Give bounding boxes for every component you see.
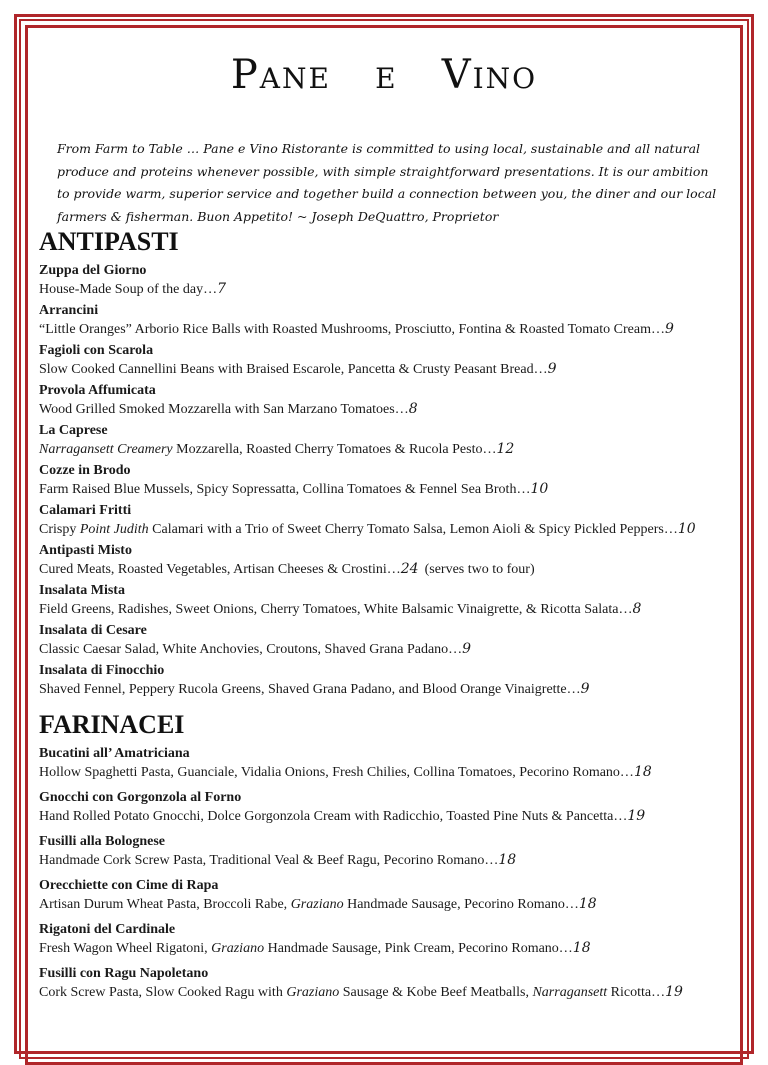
description-text: Mozzarella, Roasted Cherry Tomatoes & Rucola Pesto… bbox=[172, 442, 497, 457]
item-price: 9 bbox=[547, 361, 557, 377]
description-emphasis: Graziano bbox=[286, 985, 340, 1000]
item-description bbox=[39, 320, 744, 339]
menu-item bbox=[39, 302, 744, 339]
description-emphasis: Graziano bbox=[290, 897, 344, 912]
restaurant-title: Pane e Vino bbox=[230, 52, 538, 98]
section-title-farinacei: FARINACEI bbox=[39, 710, 185, 739]
item-price: 10 bbox=[677, 521, 696, 537]
item-name: Orecchiette con Cime di Rapa bbox=[39, 878, 219, 893]
item-description bbox=[39, 560, 744, 579]
description-emphasis: Narragansett bbox=[532, 985, 608, 1000]
item-price: 19 bbox=[665, 984, 683, 1000]
description-text: Handmade Sausage, Pink Cream, Pecorino Romano… bbox=[264, 941, 573, 956]
item-price: 12 bbox=[496, 441, 515, 457]
item-price: 9 bbox=[580, 681, 590, 697]
item-description bbox=[39, 600, 744, 619]
item-description bbox=[39, 640, 744, 659]
description-text: Cured Meats, Roasted Vegetables, Artisan Cheeses & Crostini… bbox=[39, 562, 401, 577]
item-description bbox=[39, 680, 744, 699]
item-name: Zuppa del Giorno bbox=[39, 263, 147, 278]
description-text: Wood Grilled Smoked Mozzarella with San Marzano Tomatoes… bbox=[39, 402, 409, 417]
description-text: “Little Oranges” Arborio Rice Balls with Roasted Mushrooms, Prosciutto, Fontina & Roasted Tomato Cream… bbox=[39, 322, 665, 337]
menu-item bbox=[39, 342, 744, 379]
item-name: Insalata di Cesare bbox=[39, 623, 147, 638]
item-description bbox=[39, 763, 744, 782]
item-price: 18 bbox=[633, 764, 652, 780]
menu-item bbox=[39, 965, 744, 1002]
item-description bbox=[39, 400, 744, 419]
item-note: (serves two to four) bbox=[424, 562, 535, 577]
menu-item bbox=[39, 833, 744, 870]
menu-item bbox=[39, 542, 744, 579]
description-text: Cork Screw Pasta, Slow Cooked Ragu with bbox=[39, 985, 287, 1000]
item-price: 9 bbox=[664, 321, 674, 337]
description-emphasis: Point Judith bbox=[79, 522, 149, 537]
description-text: Classic Caesar Salad, White Anchovies, Croutons, Shaved Grana Padano… bbox=[39, 642, 463, 657]
description-emphasis: Narragansett Creamery bbox=[39, 442, 173, 457]
description-text: Crispy bbox=[39, 522, 80, 537]
menu-item bbox=[39, 262, 744, 299]
item-name: Bucatini all’ Amatriciana bbox=[39, 746, 190, 761]
item-price: 8 bbox=[408, 401, 418, 417]
menu-item bbox=[39, 877, 744, 914]
description-text: House-Made Soup of the day… bbox=[39, 282, 218, 297]
item-price: 18 bbox=[572, 940, 591, 956]
item-price: 10 bbox=[530, 481, 549, 497]
item-name: Rigatoni del Cardinale bbox=[39, 922, 176, 937]
item-name: Antipasti Misto bbox=[39, 543, 132, 558]
menu-item bbox=[39, 622, 744, 659]
menu-content bbox=[39, 224, 744, 1009]
item-description bbox=[39, 280, 744, 299]
item-name: Calamari Fritti bbox=[39, 503, 132, 518]
item-name: La Caprese bbox=[39, 423, 108, 438]
item-name: Fusilli con Ragu Napoletano bbox=[39, 966, 209, 981]
item-name: Gnocchi con Gorgonzola al Forno bbox=[39, 790, 242, 805]
item-price: 18 bbox=[498, 852, 517, 868]
item-description bbox=[39, 851, 744, 870]
item-description bbox=[39, 807, 744, 826]
menu-item bbox=[39, 662, 744, 699]
menu-item bbox=[39, 382, 744, 419]
description-text: Ricotta… bbox=[607, 985, 666, 1000]
description-text: Handmade Sausage, Pecorino Romano… bbox=[343, 897, 579, 912]
item-price: 9 bbox=[462, 641, 472, 657]
item-price: 8 bbox=[632, 601, 642, 617]
description-text: Farm Raised Blue Mussels, Spicy Sopressatta, Collina Tomatoes & Fennel Sea Broth… bbox=[39, 482, 531, 497]
item-description bbox=[39, 360, 744, 379]
description-text: Artisan Durum Wheat Pasta, Broccoli Rabe, bbox=[39, 897, 291, 912]
farinacei-list bbox=[39, 745, 744, 1002]
menu-item bbox=[39, 921, 744, 958]
description-emphasis: Graziano bbox=[211, 941, 265, 956]
item-description bbox=[39, 983, 744, 1002]
menu-item bbox=[39, 789, 744, 826]
item-price: 18 bbox=[578, 896, 597, 912]
menu-item bbox=[39, 582, 744, 619]
description-text: Calamari with a Trio of Sweet Cherry Tomato Salsa, Lemon Aioli & Spicy Pickled Peppers… bbox=[148, 522, 678, 537]
item-name: Fusilli alla Bolognese bbox=[39, 834, 166, 849]
menu-item bbox=[39, 745, 744, 782]
item-name: Insalata Mista bbox=[39, 583, 125, 598]
item-description bbox=[39, 480, 744, 499]
item-name: Provola Affumicata bbox=[39, 383, 156, 398]
item-price: 24 bbox=[400, 561, 419, 577]
description-text: Hand Rolled Potato Gnocchi, Dolce Gorgonzola Cream with Radicchio, Toasted Pine Nuts & Pancetta… bbox=[39, 809, 628, 824]
description-text: Field Greens, Radishes, Sweet Onions, Cherry Tomatoes, White Balsamic Vinaigrette, & Ricotta Salata… bbox=[39, 602, 633, 617]
description-text: Shaved Fennel, Peppery Rucola Greens, Shaved Grana Padano, and Blood Orange Vinaigrette… bbox=[39, 682, 581, 697]
item-name: Arrancini bbox=[39, 303, 99, 318]
menu-item bbox=[39, 422, 744, 459]
item-description bbox=[39, 440, 744, 459]
item-name: Cozze in Brodo bbox=[39, 463, 131, 478]
antipasti-list bbox=[39, 262, 744, 699]
description-text: Sausage & Kobe Beef Meatballs, bbox=[339, 985, 533, 1000]
item-price: 7 bbox=[217, 281, 226, 297]
section-title-antipasti: ANTIPASTI bbox=[39, 227, 179, 256]
menu-item bbox=[39, 502, 744, 539]
item-name: Insalata di Finocchio bbox=[39, 663, 165, 678]
item-price: 19 bbox=[627, 808, 646, 824]
description-text: Slow Cooked Cannellini Beans with Braised Escarole, Pancetta & Crusty Peasant Bread… bbox=[39, 362, 548, 377]
description-text: Handmade Cork Screw Pasta, Traditional Veal & Beef Ragu, Pecorino Romano… bbox=[39, 853, 499, 868]
item-description bbox=[39, 939, 744, 958]
item-name: Fagioli con Scarola bbox=[39, 343, 154, 358]
description-text: Hollow Spaghetti Pasta, Guanciale, Vidalia Onions, Fresh Chilies, Collina Tomatoes, Pecorino Romano… bbox=[39, 765, 634, 780]
menu-item bbox=[39, 462, 744, 499]
item-description bbox=[39, 895, 744, 914]
intro-paragraph: From Farm to Table … Pane e Vino Ristorante is committed to using local, sustainable and all natural produce and proteins whenever possible, with simple straightforward presentations. It is our ambition to provide warm, superior service and together build a connection between you, the diner and our local farmers & fisherman. Buon Appetito! ~ Joseph DeQuattro, Proprietor bbox=[57, 141, 717, 224]
item-description bbox=[39, 520, 744, 539]
description-text: Fresh Wagon Wheel Rigatoni, bbox=[39, 941, 212, 956]
